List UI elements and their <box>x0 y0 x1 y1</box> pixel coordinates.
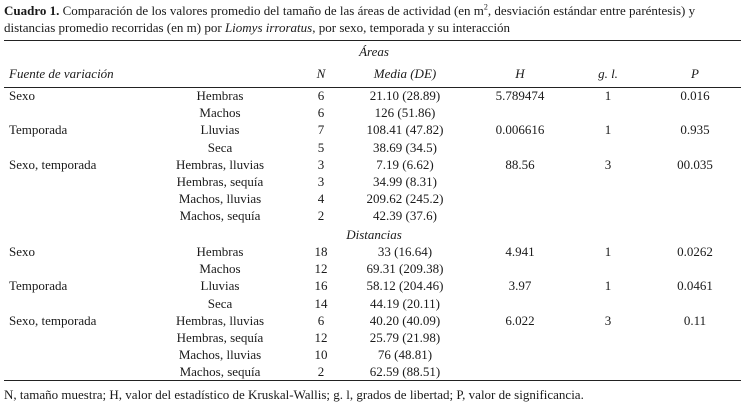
table-row <box>0 296 745 314</box>
row-mean: 34.99 (8.31) <box>373 174 437 189</box>
row-n: 7 <box>317 122 325 138</box>
row-group: Hembras <box>196 88 244 103</box>
table-row <box>0 105 745 123</box>
row-gl: 3 <box>604 156 612 172</box>
row-h: 3.97 <box>508 278 532 294</box>
table-row <box>0 174 745 192</box>
header-h: H <box>515 66 525 81</box>
row-group: Hembras, sequía <box>176 174 264 189</box>
bottom-rule <box>4 380 741 381</box>
caption-label: Cuadro 1. <box>4 3 60 18</box>
row-source: Temporada <box>9 278 68 294</box>
table-row <box>0 330 745 348</box>
row-mean: 25.79 (21.98) <box>369 330 441 345</box>
row-n: 3 <box>317 156 325 172</box>
row-group: Seca <box>207 139 233 155</box>
row-n: 6 <box>317 312 325 328</box>
header-n: N <box>316 66 326 81</box>
row-n: 12 <box>314 261 328 277</box>
table-row <box>0 244 745 262</box>
row-mean: 44.19 (20.11) <box>370 295 440 311</box>
row-mean: 62.59 (88.51) <box>369 364 441 380</box>
row-gl: 1 <box>604 278 612 294</box>
row-source: Sexo <box>9 88 35 103</box>
row-n: 6 <box>317 105 325 121</box>
header-fuente: Fuente de variación <box>9 66 114 81</box>
row-n: 2 <box>317 364 325 380</box>
table-row <box>0 88 745 106</box>
row-group: Machos, sequía <box>179 208 261 224</box>
table-row <box>0 347 745 365</box>
table-footnote: N, tamaño muestra; H, valor del estadístico de Kruskal-Wallis; g. l, grados de libertad; P, valor de significancia. <box>4 387 584 402</box>
row-group: Machos <box>199 261 241 277</box>
row-n: 12 <box>314 330 328 345</box>
row-n: 4 <box>317 191 325 207</box>
row-mean: 21.10 (28.89) <box>369 88 441 103</box>
caption-text-a: Comparación de los valores promedio del tamaño de las áreas de actividad (en m <box>59 3 484 18</box>
table-row <box>0 313 745 331</box>
row-mean: 40.20 (40.09) <box>369 312 441 328</box>
table-caption <box>4 2 742 36</box>
row-mean: 69.31 (209.38) <box>366 261 444 277</box>
row-group: Hembras, lluvias <box>175 156 265 172</box>
row-group: Hembras, sequía <box>176 330 264 345</box>
row-mean: 7.19 (6.62) <box>376 156 434 172</box>
header-p: P <box>691 66 699 81</box>
row-group: Machos, lluvias <box>178 191 262 207</box>
section-label-distancias: Distancias <box>346 227 402 242</box>
row-gl: 1 <box>604 244 612 259</box>
row-source: Sexo, temporada <box>9 156 97 172</box>
table-row <box>0 208 745 226</box>
row-group: Lluvias <box>200 122 240 138</box>
row-n: 5 <box>317 139 325 155</box>
row-group: Seca <box>207 295 233 311</box>
row-group: Machos <box>199 105 241 121</box>
row-p: 0.935 <box>680 122 710 138</box>
row-n: 14 <box>314 295 328 311</box>
row-n: 6 <box>317 88 325 103</box>
row-group: Hembras <box>196 244 244 259</box>
table-row <box>0 122 745 140</box>
table-row <box>0 261 745 279</box>
row-gl: 3 <box>604 312 612 328</box>
row-p: 0.11 <box>683 312 707 328</box>
row-mean: 58.12 (204.46) <box>366 278 444 294</box>
row-n: 10 <box>314 347 328 363</box>
header-gl: g. l. <box>598 66 618 81</box>
table-row <box>0 191 745 209</box>
row-h: 5.789474 <box>495 88 545 103</box>
row-source: Sexo, temporada <box>9 312 97 328</box>
table-row <box>0 278 745 296</box>
row-p: 0.0461 <box>677 278 713 294</box>
row-source: Temporada <box>9 122 68 138</box>
row-group: Machos, sequía <box>179 364 261 380</box>
table-row <box>0 157 745 175</box>
row-mean: 38.69 (34.5) <box>373 139 437 155</box>
row-n: 2 <box>317 208 325 224</box>
row-group: Lluvias <box>200 278 240 294</box>
caption-species: Liomys irroratus <box>224 20 313 35</box>
row-n: 18 <box>314 244 328 259</box>
row-h: 0.006616 <box>495 122 545 138</box>
row-p: 0.0262 <box>677 244 713 259</box>
row-mean: 33 (16.64) <box>377 244 433 259</box>
row-gl: 1 <box>604 88 612 103</box>
row-mean: 209.62 (245.2) <box>366 191 444 207</box>
row-source: Sexo <box>9 244 35 259</box>
row-gl: 1 <box>604 122 612 138</box>
row-group: Hembras, lluvias <box>175 312 265 328</box>
row-mean: 42.39 (37.6) <box>373 208 437 224</box>
row-h: 6.022 <box>505 312 535 328</box>
section-label-areas: Áreas <box>359 44 389 59</box>
row-mean: 76 (48.81) <box>377 347 433 363</box>
row-n: 16 <box>314 278 328 294</box>
header-media: Media (DE) <box>373 66 437 81</box>
caption-text-c: , por sexo, temporada y su interacción <box>312 20 511 35</box>
row-mean: 126 (51.86) <box>374 105 436 121</box>
row-mean: 108.41 (47.82) <box>366 122 444 138</box>
top-rule <box>4 40 741 41</box>
row-group: Machos, lluvias <box>178 347 262 363</box>
caption-text-b: , desviación estándar entre paréntesis) y distancias promedio recorridas (en m) por <box>4 3 696 35</box>
row-p: 00.035 <box>677 156 713 172</box>
row-h: 4.941 <box>505 244 535 259</box>
caption-superscript: 2 <box>483 2 488 12</box>
table-row <box>0 140 745 158</box>
row-p: 0.016 <box>680 88 710 103</box>
row-n: 3 <box>317 174 325 189</box>
row-h: 88.56 <box>505 156 535 172</box>
